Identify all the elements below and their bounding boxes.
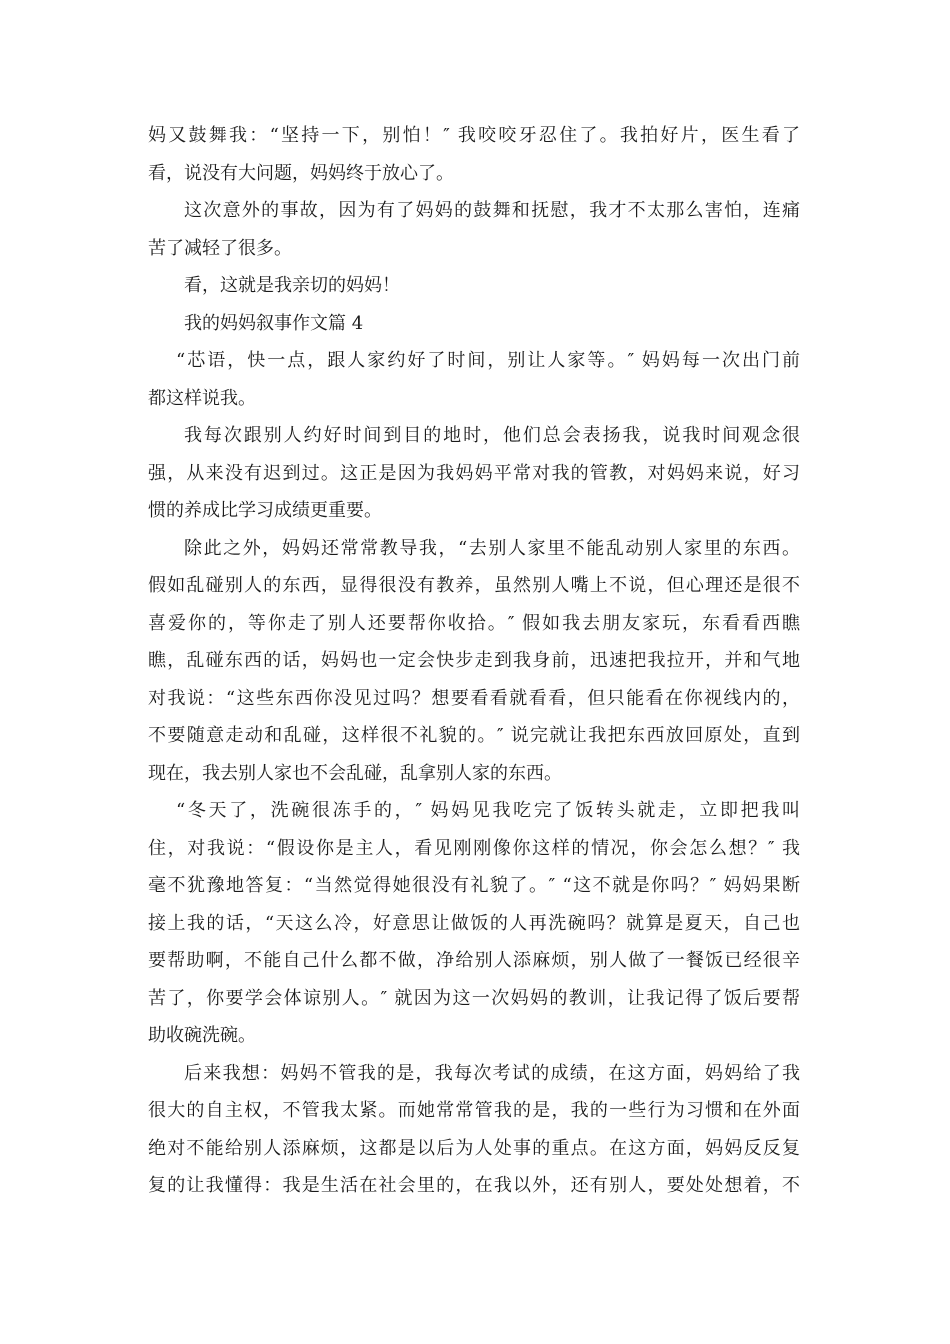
text-line: “冬天了，洗碗很冻手的，″ 妈妈见我吃完了饭转头就走，立即把我叫 <box>176 800 800 821</box>
text-line: 助收碗洗碗。 <box>148 1025 256 1046</box>
text-line: 强，从来没有迟到过。这正是因为我妈妈平常对我的管教，对妈妈来说，好习 <box>148 462 800 484</box>
text-line: 要帮助啊，不能自己什么都不做，净给别人添麻烦，别人做了一餐饭已经很辛 <box>148 950 800 971</box>
text-line: 除此之外，妈妈还常常教导我，“去别人家里不能乱动别人家里的东西。 <box>184 537 800 559</box>
text-line: 看，说没有大问题，妈妈终于放心了。 <box>148 162 454 184</box>
text-line: 瞧，乱碰东西的话，妈妈也一定会快步走到我身前，迅速把我拉开，并和气地 <box>148 650 800 671</box>
document-body <box>148 117 800 1205</box>
text-line: “芯语，快一点，跟人家约好了时间，别让人家等。″ 妈妈每一次出门前 <box>176 350 800 371</box>
text-line: 都这样说我。 <box>148 387 256 409</box>
text-line: 假如乱碰别人的东西，显得很没有教养，虽然别人嘴上不说，但心理还是很不 <box>148 575 800 596</box>
text-line: 这次意外的事故，因为有了妈妈的鼓舞和抚慰，我才不太那么害怕，连痛 <box>184 200 800 221</box>
text-line: 对我说：“这些东西你没见过吗？想要看看就看看，但只能看在你视线内的， <box>148 687 800 709</box>
text-line: 现在，我去别人家也不会乱碰，乱拿别人家的东西。 <box>148 762 562 784</box>
text-line: 我每次跟别人约好时间到目的地时，他们总会表扬我，说我时间观念很 <box>184 425 800 446</box>
text-line: 很大的自主权，不管我太紧。而她常常管我的是，我的一些行为习惯和在外面 <box>148 1100 800 1121</box>
text-line: 复的让我懂得：我是生活在社会里的，在我以外，还有别人，要处处想着，不 <box>148 1175 800 1196</box>
text-line: 接上我的话，“天这么冷，好意思让做饭的人再洗碗吗？就算是夏天，自己也 <box>148 912 800 934</box>
text-line: 苦了，你要学会体谅别人。″ 就因为这一次妈妈的教训，让我记得了饭后要帮 <box>148 987 800 1009</box>
text-line: 妈又鼓舞我：“坚持一下，别怕！″ 我咬咬牙忍住了。我拍好片，医生看了 <box>148 125 800 146</box>
text-line: 我的妈妈叙事作文篇 4 <box>184 312 364 334</box>
text-line: 看，这就是我亲切的妈妈！ <box>184 275 400 296</box>
text-line: 后来我想：妈妈不管我的是，我每次考试的成绩，在这方面，妈妈给了我 <box>184 1062 800 1084</box>
text-line: 绝对不能给别人添麻烦，这都是以后为人处事的重点。在这方面，妈妈反反复 <box>148 1137 800 1159</box>
text-line: 苦了减轻了很多。 <box>148 237 292 259</box>
text-line: 住，对我说：“假设你是主人，看见刚刚像你这样的情况，你会怎么想？″ 我 <box>148 837 800 859</box>
text-line: 毫不犹豫地答复：“当然觉得她很没有礼貌了。″ “这不就是你吗？″ 妈妈果断 <box>148 875 800 896</box>
text-line: 喜爱你的，等你走了别人还要帮你收拾。″ 假如我去朋友家玩，东看看西瞧 <box>148 612 800 634</box>
text-line: 惯的养成比学习成绩更重要。 <box>148 500 382 521</box>
text-line: 不要随意走动和乱碰，这样很不礼貌的。″ 说完就让我把东西放回原处，直到 <box>148 725 800 746</box>
